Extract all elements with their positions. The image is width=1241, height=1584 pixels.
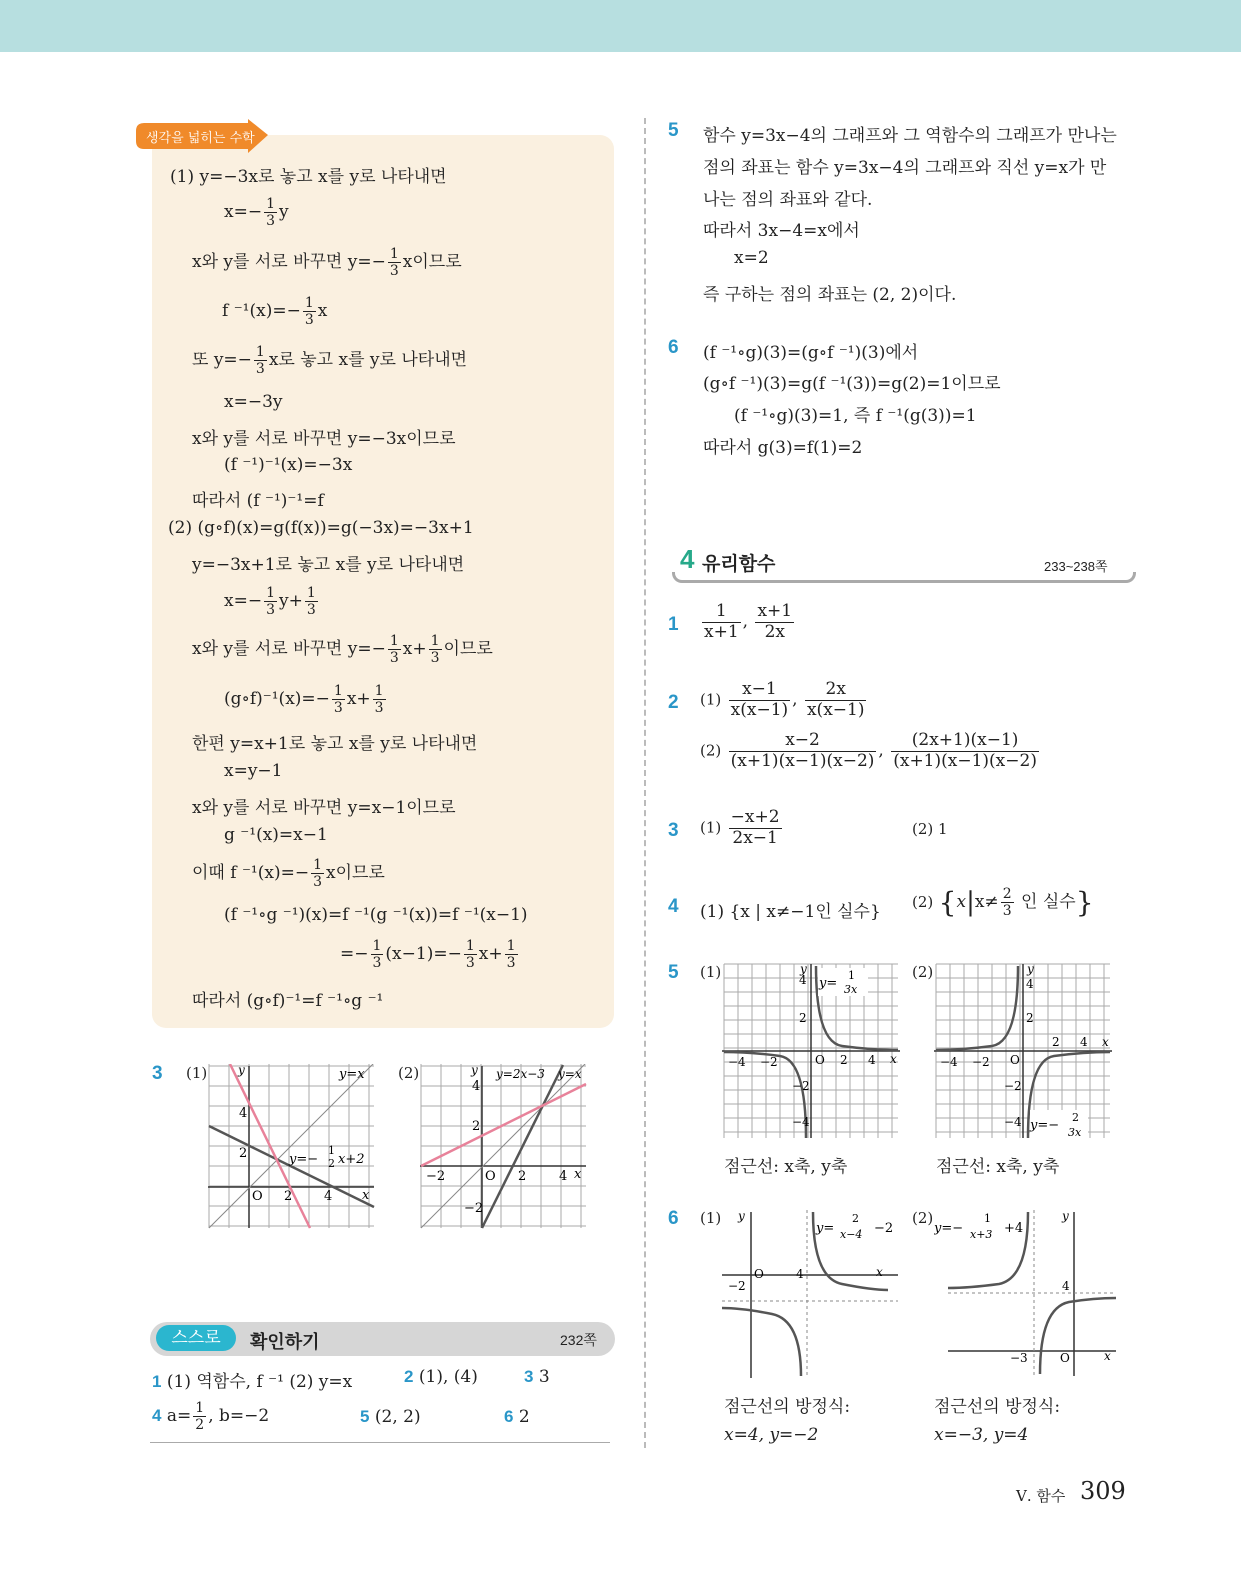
left-line-13 [192,633,493,666]
num: 2x [805,680,867,701]
tick-4: 4 [796,1267,804,1281]
tick-y4: 4 [1026,977,1034,991]
self-check-header [150,1322,615,1356]
fraction [264,585,277,618]
tick-y2: 2 [1026,1011,1034,1025]
t: (1) [700,818,722,837]
top-band [0,0,1241,52]
q3-graph-1 [208,1064,378,1232]
self-check-page: 232쪽 [560,1332,597,1348]
q5-line-6: 즉 구하는 점의 좌표는 (2, 2)이다. [703,285,957,305]
num: 1 [313,857,322,873]
y-axis-label: y [238,1064,245,1077]
section-pages: 233~238쪽 [1044,559,1108,574]
left-line-1: (1) y=−3x로 놓고 x를 y로 나타내면 [170,167,447,187]
den: x(x−1) [806,699,865,720]
num: 1 [389,633,399,649]
fraction [303,295,316,328]
num: 1 [195,1400,205,1416]
num: 1 [306,585,316,601]
t: 이때 f ⁻¹(x)=− [192,863,310,884]
a1-number: 1 [668,614,679,635]
graph-label-num: 2 [1072,1111,1079,1124]
x-axis-label: x [890,1052,897,1066]
check-answer-6 [504,1407,530,1427]
left-line-11: y=−3x+1로 놓고 x를 y로 나타내면 [192,555,465,575]
num: 1 [465,938,475,954]
graph-label-b: +4 [1004,1221,1024,1236]
label-line-num: 1 [328,1144,335,1157]
num: 1 [304,295,314,311]
tick-y2: 2 [472,1119,481,1134]
q6-line-2: (g∘f ⁻¹)(3)=g(f ⁻¹(3))=g(2)=1이므로 [703,374,1001,394]
q5-line-3: 나는 점의 좌표와 같다. [703,190,873,210]
a5-asymptote-1: 점근선: x축, y축 [724,1157,848,1177]
a6-number: 6 [668,1208,679,1229]
den: (x+1)(x−1)(x−2) [893,750,1037,771]
a3-number: 3 [668,820,679,841]
den: 3 [306,602,316,619]
fraction [729,680,791,720]
a6-eq1-label: 점근선의 방정식: [724,1397,851,1417]
n: 1 [152,1372,162,1391]
tick-2: 2 [1052,1035,1060,1049]
x-axis-label: x [362,1188,370,1203]
t: x+ [478,944,503,965]
a6-eq2-label: 점근선의 방정식: [934,1397,1061,1417]
num: x−2 [729,731,877,752]
section-title: 유리함수 [702,554,776,575]
y-axis-label: y [738,1209,745,1223]
num: 1 [702,602,741,623]
label-line-rest: x+2 [338,1152,365,1167]
a2-part1: (1) $\frac{x-1}{x(x-1)}$ , $\frac{2x}{x(x-1)}$ [700,679,865,720]
a3-part2: (2) 1 [912,820,948,838]
x-axis-label: x [574,1167,582,1182]
left-line-10: (2) (g∘f)(x)=g(f(x))=g(−3x)=−3x+1 [168,518,474,538]
x-axis-label: x [1102,1035,1109,1049]
den: 3 [374,700,384,717]
tick-y4: 4 [239,1106,248,1121]
a2-number: 2 [668,692,679,713]
t: 인 실수 [1021,892,1076,913]
q5-line-2: 점의 좌표는 함수 y=3x−4의 그래프와 직선 y=x가 만 [703,158,1107,178]
t: 또 y=− [192,350,252,371]
a2-part2: (2) $\frac{x-2}{(x+1)(x-1)(x-2)}$ , $\frac{(2x+1)(x-1)}{(x+1)(x-1)(x-2)}$ [700,730,1037,771]
q3-number: 3 [152,1063,163,1084]
fraction [1001,886,1014,919]
den: x(x−1) [730,699,789,720]
den: 3 [304,312,314,329]
tick-m2: −2 [728,1279,746,1293]
brace-close: } [1075,886,1094,920]
t: x와 y를 서로 바꾸면 y=− [192,639,386,660]
fraction [311,857,324,890]
left-line-7: x와 y를 서로 바꾸면 y=−3x이므로 [192,429,456,449]
t: , b=−2 [208,1406,270,1427]
asymptotes [722,1210,898,1378]
tick-4: 4 [868,1053,876,1067]
left-line-9: 따라서 (f ⁻¹)⁻¹=f [192,491,324,511]
axes [722,1212,898,1378]
tick-4: 4 [1080,1035,1088,1049]
t: x+ [402,639,427,660]
a5-number: 5 [668,962,679,983]
origin-label: O [754,1267,764,1281]
left-line-16: x=y−1 [224,761,283,781]
t: 3 [538,1367,550,1387]
t: (1), (4) [418,1367,478,1387]
left-line-14 [224,683,388,716]
fraction [193,1400,206,1433]
num: x+1 [757,601,793,621]
den: 3 [389,263,399,280]
graph-label-a: y= [816,1221,835,1236]
fraction [505,938,518,971]
q5-line-5: x=2 [734,248,769,268]
fraction [332,683,345,716]
fraction [373,683,386,716]
tick-ym4: −4 [792,1115,810,1129]
t: y [279,202,289,223]
self-check-title: 확인하기 [250,1332,320,1352]
n: 5 [360,1407,370,1426]
left-line-22: 따라서 (g∘f)⁻¹=f ⁻¹∘g ⁻¹ [192,991,384,1011]
left-line-20: (f ⁻¹∘g ⁻¹)(x)=f ⁻¹(g ⁻¹(x))=f ⁻¹(x−1) [224,905,528,925]
t: x와 y를 서로 바꾸면 y=− [192,252,386,273]
left-line-17: x와 y를 서로 바꾸면 y=x−1이므로 [192,798,456,818]
graph-label-num: 1 [984,1212,991,1225]
den: 3 [389,650,399,667]
a5-asymptote-2: 점근선: x축, y축 [936,1157,1060,1177]
t: x=− [224,591,263,612]
n: 2 [404,1367,414,1386]
section-number: 4 [680,544,695,574]
q5-line-1: 함수 y=3x−4의 그래프와 그 역함수의 그래프가 만나는 [703,126,1117,146]
tick-y2: 2 [239,1146,248,1161]
badge-text: 생각을 넓히는 수학 [146,131,255,146]
num: 1 [506,938,516,954]
num: x−1 [729,680,791,701]
check-answer-1 [152,1367,352,1392]
fraction [388,246,401,279]
label-2x-3: y=2x−3 [496,1067,545,1081]
den: 3 [506,955,516,972]
tick-m4: −4 [728,1055,746,1069]
brace-open: { [938,886,957,920]
fraction [891,731,1039,771]
a5-part1: (1) [700,963,722,981]
t: f ⁻¹(x)=− [222,301,301,322]
tick-4: 4 [324,1189,333,1204]
a4-part2 [912,886,1094,919]
x-axis-label: x [1104,1349,1111,1363]
t: (2, 2) [374,1407,421,1427]
fraction [729,808,782,848]
graph-label: y=− [1030,1118,1060,1133]
left-line-12 [224,585,320,618]
t: y+ [279,591,303,612]
a6-part2: (2) [912,1209,934,1227]
num: 2 [1002,886,1012,902]
t: x [317,301,328,322]
self-check-pill: 스스로 [156,1325,236,1351]
a4-part1: (1) {x | x≠−1인 실수} [700,902,881,922]
column-divider [644,118,646,1448]
label-yx: y=x [339,1067,365,1082]
t: x이므로 [326,863,385,884]
tick-y2: 2 [799,1011,807,1025]
fraction [429,633,442,666]
graph-label-a: y=− [934,1221,964,1236]
t: =− [340,944,369,965]
den: 2x [764,621,785,642]
graph-label-den: x+3 [970,1228,993,1241]
a3-part1 [700,808,784,848]
q6-line-4: 따라서 g(3)=f(1)=2 [703,438,863,458]
q3-part1: (1) [186,1064,208,1082]
tick-m2: −2 [760,1055,778,1069]
q6-line-3: (f ⁻¹∘g)(3)=1, 즉 f ⁻¹(g(3))=1 [734,406,977,426]
section-4-header [672,546,1132,586]
left-line-5 [192,344,467,377]
tick-y4: 4 [472,1079,481,1094]
tick-m2: −2 [426,1169,446,1184]
tick-ym4: −4 [1004,1115,1022,1129]
num: (2x+1)(x−1) [891,731,1039,752]
tick-y4: 4 [1062,1279,1070,1293]
den: 3 [465,955,475,972]
origin-label: O [252,1189,263,1204]
t: (x−1)=− [385,944,462,965]
tick-m2: −2 [972,1055,990,1069]
a5-part2: (2) [912,963,934,981]
den: 3 [430,650,440,667]
den: 3 [1002,903,1012,920]
check-answer-2 [404,1367,478,1387]
num: 1 [333,683,343,699]
num: 1 [430,633,440,649]
fraction [702,602,741,642]
tick-2: 2 [840,1053,848,1067]
fraction [729,731,877,771]
q5-number: 5 [668,120,679,141]
a5-graph-1 [722,962,904,1142]
num: 1 [266,585,275,601]
a1-content: $\frac{1}{x+1}$ , $\frac{x+1}{2x}$ [704,601,793,642]
a4-number: 4 [668,896,679,917]
y-axis-label: y [1062,1209,1069,1223]
a6-graph-1 [722,1208,904,1380]
label-yx: y=x [558,1067,582,1081]
left-line-3 [192,246,462,279]
tick-2: 2 [284,1189,293,1204]
tick-ym2: −2 [792,1079,810,1093]
num: 1 [372,938,382,954]
den: 3 [255,361,265,378]
tick-ym2: −2 [464,1201,484,1216]
den: 3 [266,602,275,619]
y-axis-label: y [1027,962,1034,976]
fraction [805,680,867,720]
q6-line-1: (f ⁻¹∘g)(3)=(g∘f ⁻¹)(3)에서 [703,343,919,363]
fraction [305,585,318,618]
t: x로 놓고 x를 y로 나타내면 [268,350,468,371]
q5-line-4: 따라서 3x−4=x에서 [703,221,860,241]
num: −x+2 [730,807,780,827]
left-line-21 [340,938,520,971]
t: x이므로 [402,252,462,273]
fraction [254,344,267,377]
n: 4 [152,1406,162,1426]
left-line-18: g ⁻¹(x)=x−1 [224,825,328,845]
y-axis-label: y [471,1064,478,1077]
label-line-den: 2 [328,1157,335,1170]
q6-number: 6 [668,337,679,358]
a6-eq1-value: x=4, y=−2 [724,1425,819,1445]
t: (g∘f)⁻¹(x)=− [224,689,330,710]
t: (1) 역함수, f ⁻¹ (2) y=x [166,1372,353,1392]
left-line-15: 한편 y=x+1로 놓고 x를 y로 나타내면 [192,734,478,754]
graph-label-num: 1 [848,969,855,982]
check-answer-5 [360,1407,421,1427]
left-line-2 [224,196,289,229]
x-axis-label: x [876,1265,883,1279]
t: x+ [346,689,371,710]
a6-graph-2 [934,1208,1120,1380]
den: (x+1)(x−1)(x−2) [730,750,875,771]
check-answer-4 [152,1400,269,1433]
t: 2 [518,1407,530,1427]
t: x [956,892,967,913]
t: a= [166,1406,192,1427]
origin-label: O [485,1169,496,1184]
den: 3 [266,213,275,230]
origin-label: O [1060,1351,1070,1365]
num: 1 [374,683,384,699]
num: 1 [266,196,275,212]
tick-ym2: −2 [1004,1079,1022,1093]
n: 6 [504,1407,514,1426]
y-axis-label: y [800,962,807,976]
den: 3 [372,955,382,972]
t: (2) [700,741,722,760]
den: 3 [313,874,322,891]
graph-label-den: 3x [844,983,858,996]
a6-eq2-value: x=−3, y=4 [934,1425,1029,1445]
tick-4: 4 [559,1169,568,1184]
tick-m4: −4 [940,1055,958,1069]
den: 2 [195,1417,205,1434]
den: x+1 [704,621,739,642]
graph-label-den: x−4 [840,1228,863,1241]
left-line-19 [192,857,385,890]
footer-page: 309 [1080,1477,1126,1505]
q3-part2: (2) [398,1064,420,1082]
q3-graph-2 [420,1064,590,1232]
a6-part1: (1) [700,1209,722,1227]
section-badge [132,119,270,155]
graph-label-num: 2 [852,1212,859,1225]
t: x≠ [974,892,999,913]
check-rule [150,1442,610,1443]
left-line-6: x=−3y [224,392,283,412]
curve-branch-2 [722,1308,801,1376]
num: 1 [389,246,399,262]
t: (1) [700,690,722,709]
left-line-8: (f ⁻¹)⁻¹(x)=−3x [224,455,353,475]
tick-2: 2 [518,1169,527,1184]
check-answer-3 [524,1367,550,1387]
t: 이므로 [443,639,493,660]
fraction [464,938,477,971]
t: (2) [912,893,934,912]
fraction [755,602,794,642]
bar: | [966,887,975,918]
tick-m3: −3 [1010,1351,1028,1365]
footer-chapter: Ⅴ. 함수 [1016,1487,1066,1505]
label-line: y=− [289,1152,319,1167]
fraction [371,938,384,971]
origin-label: O [1010,1053,1020,1067]
t: x=− [224,202,263,223]
graph-label-den: 3x [1068,1126,1082,1139]
num: 1 [255,344,265,360]
fraction [388,633,401,666]
n: 3 [524,1367,534,1386]
origin-label: O [815,1053,825,1067]
fraction [264,196,277,229]
a5-graph-2 [934,962,1116,1142]
den: 2x−1 [732,827,778,848]
den: 3 [333,700,343,717]
axes [722,964,900,1138]
tick-y4: 4 [799,973,807,987]
graph-label: y= [819,976,838,991]
left-line-4 [222,295,327,328]
graph-label-b: −2 [874,1221,894,1236]
